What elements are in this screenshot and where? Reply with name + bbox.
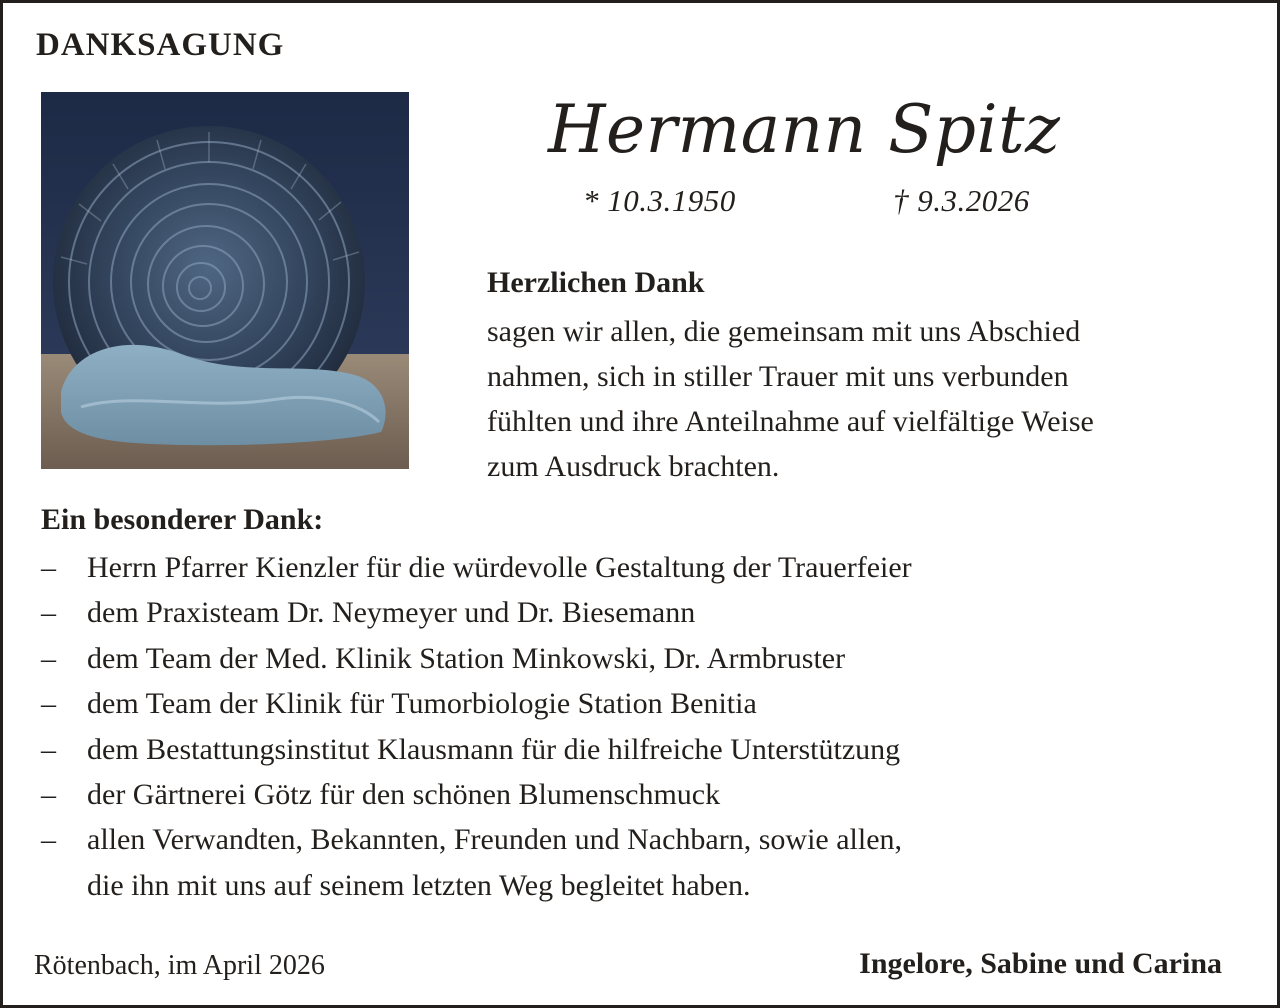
list-item — [41, 727, 912, 772]
list-item — [41, 590, 912, 635]
list-item-text: dem Team der Med. Klinik Station Minkowski, Dr. Armbruster — [87, 641, 846, 675]
dash-bullet: – — [41, 641, 56, 675]
list-item-text: dem Bestattungsinstitut Klausmann für die hilfreiche Unterstützung — [87, 732, 901, 766]
ammonite-fossil-image — [41, 92, 409, 469]
list-item-text: der Gärtnerei Götz für den schönen Blumenschmuck — [87, 778, 721, 812]
list-item-text: dem Praxisteam Dr. Neymeyer und Dr. Biesemann — [87, 596, 696, 630]
death-date: † 9.3.2026 — [893, 183, 1030, 218]
list-item-text: dem Team der Klinik für Tumorbiologie Station Benitia — [87, 687, 757, 721]
list-item-text: allen Verwandten, Bekannten, Freunden und Nachbarn, sowie allen, — [87, 823, 903, 857]
special-thanks-title: Ein besonderer Dank: — [41, 503, 324, 536]
list-item — [41, 545, 912, 590]
thanks-line: sagen wir allen, die gemeinsam mit uns Abschied — [487, 315, 1081, 348]
notice-heading: DANKSAGUNG — [36, 27, 285, 63]
thanks-line: zum Ausdruck brachten. — [487, 450, 780, 483]
signers: Ingelore, Sabine und Carina — [859, 947, 1222, 980]
list-item — [41, 817, 912, 908]
list-item-text-continuation: die ihn mit uns auf seinem letzten Weg begleitet haben. — [87, 868, 751, 902]
dash-bullet: – — [41, 823, 56, 857]
place-and-date: Rötenbach, im April 2026 — [34, 950, 325, 981]
list-item-text: Herrn Pfarrer Kienzler für die würdevolle Gestaltung der Trauerfeier — [87, 551, 912, 584]
thanks-line: fühlten und ihre Anteilnahme auf vielfältige Weise — [487, 405, 1094, 438]
list-item — [41, 681, 912, 726]
deceased-name: Hermann Spitz — [548, 91, 1061, 168]
dash-bullet: – — [41, 778, 56, 812]
dash-bullet: – — [41, 687, 56, 721]
list-item — [41, 636, 912, 681]
thanks-line: nahmen, sich in stiller Trauer mit uns verbunden — [487, 360, 1069, 393]
special-thanks-list — [41, 545, 912, 908]
thanks-title: Herzlichen Dank — [487, 266, 705, 299]
dash-bullet: – — [41, 551, 56, 584]
list-item — [41, 772, 912, 817]
birth-date: * 10.3.1950 — [583, 183, 736, 218]
thanks-text — [487, 309, 1247, 489]
dash-bullet: – — [41, 732, 56, 766]
dash-bullet: – — [41, 596, 56, 630]
